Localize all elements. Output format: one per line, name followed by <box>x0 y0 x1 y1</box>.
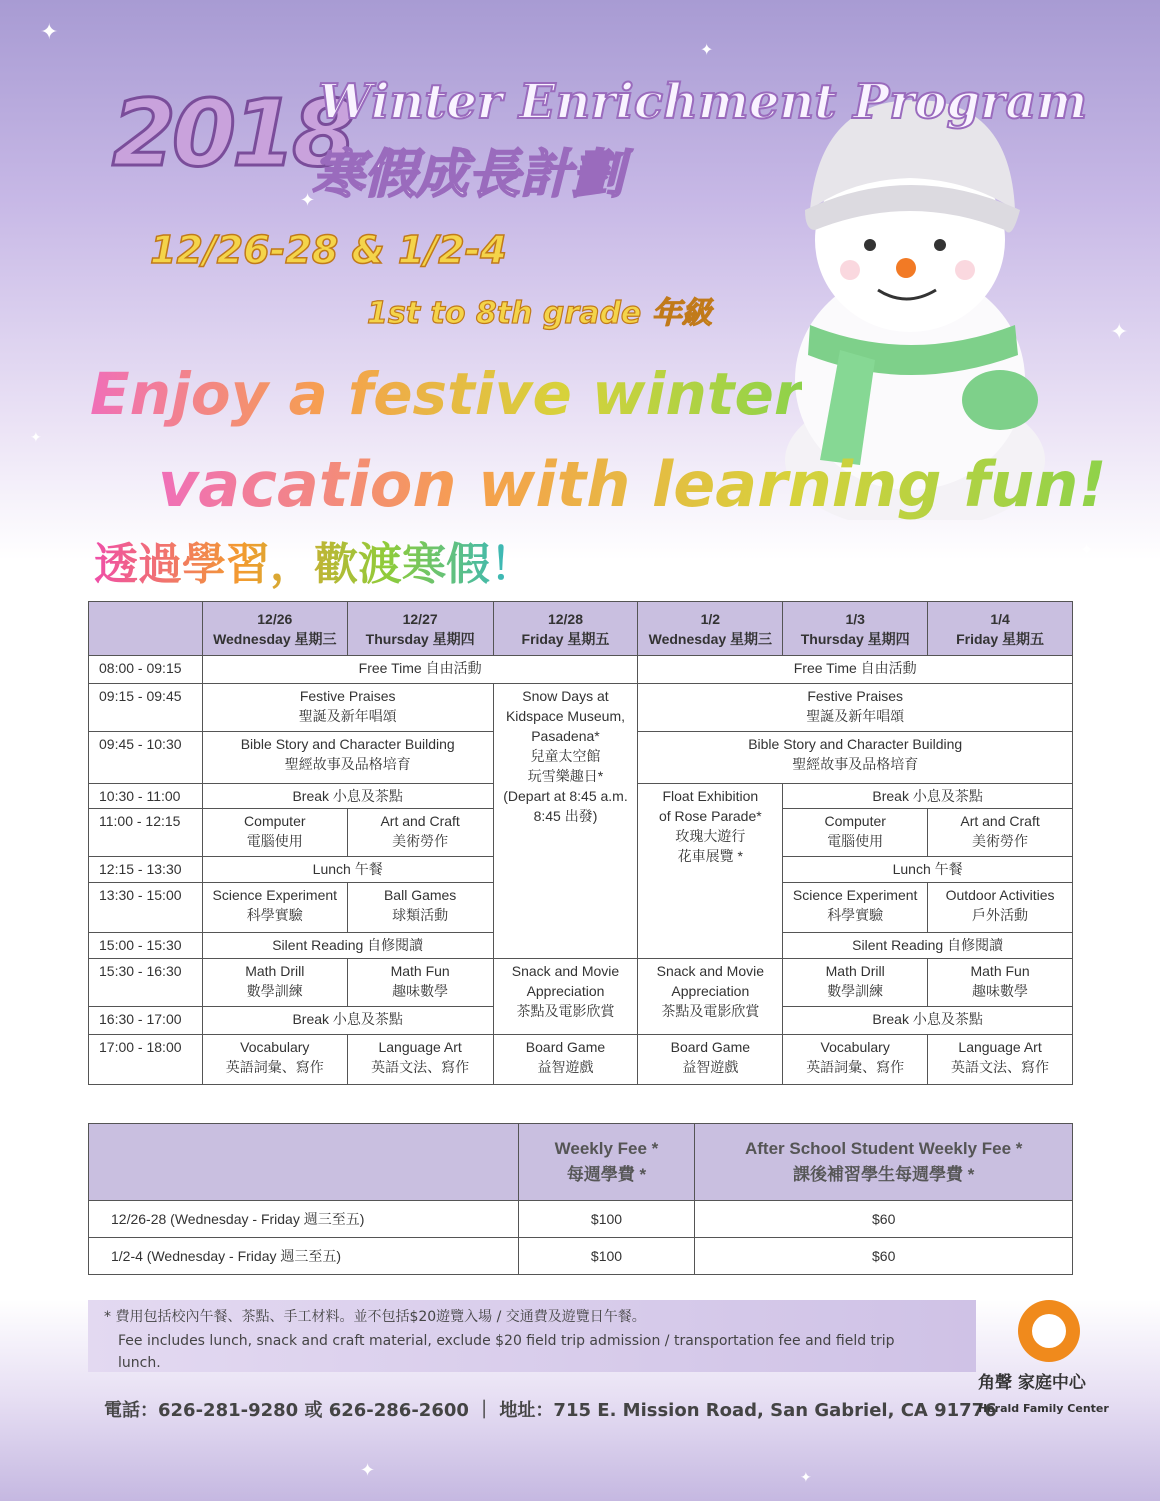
year-title: 2018 <box>112 80 353 187</box>
sparkle-icon: ✦ <box>300 190 316 211</box>
sparkle-icon: ✦ <box>1110 320 1129 345</box>
fee-note-en: Fee includes lunch, snack and craft material, exclude $20 field trip admission / transportation fee and field trip lunch. <box>118 1333 895 1371</box>
activity-cell: Bible Story and Character Building 聖經故事及品格培育 <box>638 732 1073 784</box>
table-row <box>89 684 1073 732</box>
table-row <box>89 1201 1073 1238</box>
time-cell: 15:00 - 15:30 <box>89 933 203 959</box>
activity-cell: Language Art 英語文法、寫作 <box>347 1035 493 1085</box>
sparkle-icon: ✦ <box>800 1470 812 1486</box>
activity-cell: Art and Craft 美術勞作 <box>347 809 493 857</box>
fees-table <box>88 1123 1073 1275</box>
day-header: 1/2 Wednesday 星期三 <box>638 602 783 656</box>
program-title: Winter Enrichment Program <box>318 74 1088 130</box>
weekly-fee-header: Weekly Fee * 每週學費 * <box>518 1124 695 1201</box>
activity-cell: Math Fun 趣味數學 <box>928 959 1073 1007</box>
sparkle-icon: ✦ <box>700 40 714 59</box>
time-header <box>89 602 203 656</box>
activity-cell: Math Fun 趣味數學 <box>347 959 493 1007</box>
activity-cell: Vocabulary 英語詞彙、寫作 <box>202 1035 347 1085</box>
after-school-fee-value: $60 <box>695 1201 1073 1238</box>
activity-cell: Lunch 午餐 <box>783 857 1073 883</box>
field-trip-cell: Snow Days at Kidspace Museum, Pasadena* 兒童太空館 玩雪樂趣日* (Depart at 8:45 a.m. 8:45 出發) <box>493 684 638 959</box>
activity-cell: Snack and Movie Appreciation 茶點及電影欣賞 <box>638 959 783 1035</box>
time-cell: 13:30 - 15:00 <box>89 883 203 933</box>
sparkle-icon: ✦ <box>30 430 42 446</box>
day-header: 1/3 Thursday 星期四 <box>783 602 928 656</box>
time-cell: 17:00 - 18:00 <box>89 1035 203 1085</box>
time-cell: 11:00 - 12:15 <box>89 809 203 857</box>
grade-range: 1st to 8th grade 年級 <box>367 296 712 331</box>
activity-cell: Break 小息及茶點 <box>783 784 1073 809</box>
activity-cell: Silent Reading 自修閱讀 <box>783 933 1073 959</box>
activity-cell: Computer 電腦使用 <box>202 809 347 857</box>
after-school-fee-header: After School Student Weekly Fee * 課後補習學生每週學費 * <box>695 1124 1073 1201</box>
herald-logo-icon <box>1018 1300 1080 1362</box>
time-cell: 09:45 - 10:30 <box>89 732 203 784</box>
activity-cell: Free Time 自由活動 <box>638 656 1073 684</box>
field-trip-cell: Float Exhibition of Rose Parade* 玫瑰大遊行 花車展覽 * <box>638 784 783 959</box>
activity-cell: Science Experiment 科學實驗 <box>783 883 928 933</box>
activity-cell: Outdoor Activities 戶外活動 <box>928 883 1073 933</box>
activity-cell: Math Drill 數學訓練 <box>783 959 928 1007</box>
fees-blank-header <box>89 1124 519 1201</box>
activity-cell: Ball Games 球類活動 <box>347 883 493 933</box>
slogan-line-1: Enjoy a festive winter <box>90 360 803 428</box>
logo-name-en: Herald Family Center <box>978 1402 1109 1415</box>
day-header: 1/4 Friday 星期五 <box>928 602 1073 656</box>
day-header: 12/27 Thursday 星期四 <box>347 602 493 656</box>
fee-period-label: 12/26-28 (Wednesday - Friday 週三至五) <box>89 1201 519 1238</box>
activity-cell: Vocabulary 英語詞彙、寫作 <box>783 1035 928 1085</box>
time-cell: 12:15 - 13:30 <box>89 857 203 883</box>
time-cell: 16:30 - 17:00 <box>89 1007 203 1035</box>
fee-note-zh: * 費用包括校內午餐、茶點、手工材料。並不包括$20遊覽入場 / 交通費及遊覽日午餐。 <box>104 1309 646 1325</box>
activity-cell: Break 小息及茶點 <box>202 784 493 809</box>
activity-cell: Break 小息及茶點 <box>783 1007 1073 1035</box>
sparkle-icon: ✦ <box>40 20 59 45</box>
fee-period-label: 1/2-4 (Wednesday - Friday 週三至五) <box>89 1238 519 1275</box>
day-header: 12/28 Friday 星期五 <box>493 602 638 656</box>
contact-info: 電話：626-281-9280 或 626-286-2600 ｜ 地址：715 E. Mission Road, San Gabriel, CA 91776 <box>104 1400 997 1421</box>
activity-cell: Board Game 益智遊戲 <box>638 1035 783 1085</box>
slogan-line-2: vacation with learning fun! <box>158 448 1107 521</box>
sparkle-icon: ✦ <box>1080 540 1094 559</box>
activity-cell: Free Time 自由活動 <box>202 656 638 684</box>
time-cell: 15:30 - 16:30 <box>89 959 203 1007</box>
time-cell: 10:30 - 11:00 <box>89 784 203 809</box>
activity-cell: Break 小息及茶點 <box>202 1007 493 1035</box>
activity-cell: Board Game 益智遊戲 <box>493 1035 638 1085</box>
activity-cell: Snack and Movie Appreciation 茶點及電影欣賞 <box>493 959 638 1035</box>
table-row <box>89 1035 1073 1085</box>
time-cell: 09:15 - 09:45 <box>89 684 203 732</box>
activity-cell: Lunch 午餐 <box>202 857 493 883</box>
slogan-zh: 透過學習，歡渡寒假！ <box>94 528 534 592</box>
activity-cell: Computer 電腦使用 <box>783 809 928 857</box>
logo-name-zh: 角聲 家庭中心 <box>978 1373 1086 1393</box>
table-row <box>89 1238 1073 1275</box>
activity-cell: Silent Reading 自修閱讀 <box>202 933 493 959</box>
table-row <box>89 656 1073 684</box>
weekly-fee-value: $100 <box>518 1201 695 1238</box>
activity-cell: Language Art 英語文法、寫作 <box>928 1035 1073 1085</box>
schedule-table <box>88 601 1073 1085</box>
sparkle-icon: ✦ <box>360 1460 376 1481</box>
table-row <box>89 959 1073 1007</box>
activity-cell: Math Drill 數學訓練 <box>202 959 347 1007</box>
time-cell: 08:00 - 09:15 <box>89 656 203 684</box>
program-title-zh: 寒假成長計劃 <box>312 145 625 205</box>
program-dates: 12/26-28 & 1/2-4 <box>150 228 507 272</box>
weekly-fee-value: $100 <box>518 1238 695 1275</box>
activity-cell: Science Experiment 科學實驗 <box>202 883 347 933</box>
activity-cell: Festive Praises 聖誕及新年唱頌 <box>638 684 1073 732</box>
activity-cell: Bible Story and Character Building 聖經故事及品格培育 <box>202 732 493 784</box>
activity-cell: Festive Praises 聖誕及新年唱頌 <box>202 684 493 732</box>
after-school-fee-value: $60 <box>695 1238 1073 1275</box>
schedule-header-row <box>89 602 1073 656</box>
activity-cell: Art and Craft 美術勞作 <box>928 809 1073 857</box>
fees-header-row <box>89 1124 1073 1201</box>
day-header: 12/26 Wednesday 星期三 <box>202 602 347 656</box>
